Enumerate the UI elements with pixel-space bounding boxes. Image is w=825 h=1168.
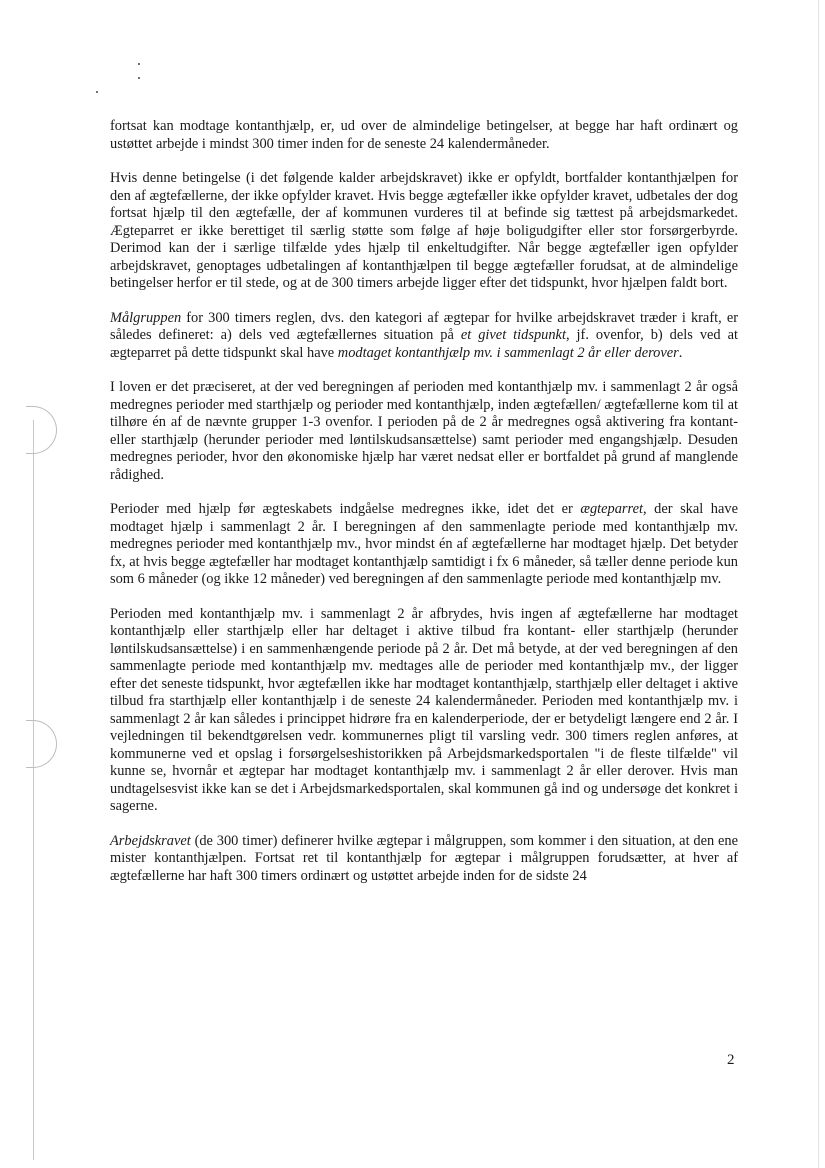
paragraph <box>110 833 738 886</box>
paragraph <box>110 501 738 589</box>
paragraph-text: . <box>678 344 683 361</box>
punch-hole-top <box>26 406 57 454</box>
paragraph <box>110 170 738 293</box>
scan-edge-left <box>33 420 34 1160</box>
emphasis-text: ægteparret <box>580 501 643 517</box>
scan-speck <box>96 91 98 93</box>
page-number: 2 <box>727 1052 735 1068</box>
punch-hole-bottom <box>26 720 57 768</box>
emphasis-text: et givet tidspunkt <box>460 327 566 343</box>
scan-edge-right <box>818 0 819 1168</box>
paragraph-text: for 300 timers reglen, dvs. den kategori af ægtepar for hvilke arbejdskravet træder i kraft, er således defineret: a) dels ved ægtefællernes situation på <box>110 309 738 343</box>
paragraph <box>110 606 738 816</box>
paragraph-text: , der skal have modtaget hjælp i sammenlagt 2 år. I beregningen af den sammenlagte periode med kontanthjælp mv. medregnes perioder med kontanthjælp mv., hvor mindst én af ægtefællerne har modtaget hjælp. Det betyder fx, at hvis begge ægtefæller har modtaget kontanthjælp samtidigt i fx 6 måneder, så tæller denne periode kun som 6 måneder (og ikke 12 måneder) ved beregningen af den sammenlagte periode med kontanthjælp mv. <box>110 501 738 587</box>
paragraph-text: Perioder med hjælp før ægteskabets indgåelse medregnes ikke, idet det er <box>110 501 581 517</box>
emphasis-text: modtaget kontanthjælp mv. i sammenlagt 2 år eller derover <box>337 344 679 361</box>
paragraph <box>110 310 738 363</box>
paragraph-text: Perioden med kontanthjælp mv. i sammenlagt 2 år afbrydes, hvis ingen af ægtefællerne har modtaget kontanthjælp eller starthjælp eller har deltaget i aktive tilbud fra kontant- eller starthjælp (herunder løntilskudsansættelse) i en sammenhængende periode på 2 år. Det må betyde, at der ved beregningen af den sammenlagte periode med kontanthjælp mv. medtages alle de perioder med kontanthjælp mv., der ligger efter det seneste tidspunkt, hvor ægtefællen ikke har modtaget kontanthjælp, starthjælp eller deltaget i aktive tilbud fra starthjælp eller kontanthjælp i de seneste 24 kalendermåneder. Perioden med kontanthjælp mv. i sammenlagt 2 år kan således i princippet hidrøre fra en kalenderperiode, der er betydeligt længere end 2 år. I vejledningen til bekendtgørelsen vedr. kommunernes pligt til varsling vedr. 300 timers reglen anføres, at kommunerne ved et opslag i forsørgelseshistorikken på Arbejdsmarkedsportalen "i de fleste tilfælde" vil kunne se, hvornår et ægtepar har modtaget kontanthjælp mv. i sammenlagt 2 år eller derover. Hvis man undtagelsesvist ikke kan se det i Arbejdsmarkedsportalen, skal kommunen gå ind og undersøge det konkret i sagerne. <box>110 605 738 814</box>
paragraph <box>110 379 738 484</box>
paragraph-text: I loven er det præciseret, at der ved beregningen af perioden med kontanthjælp mv. i sammenlagt 2 år også medregnes perioder med starthjælp og perioder med kontanthjælp, inden ægtefællen/ ægtefællerne kom til at tilhøre én af de nævnte grupper 1-3 ovenfor. I perioden på de 2 år medregnes også aktivering fra kontant- eller starthjælp (herunder perioder med løntilskudsansættelse) samt perioder med engangshjælp. Desuden medregnes perioder, hvor den økonomiske hjælp har været nedsat eller er bortfaldet på grund af manglende rådighed. <box>110 379 738 483</box>
paragraph-text: , jf. ovenfor, b) dels ved at ægteparret på dette tidspunkt skal have <box>110 327 738 361</box>
scan-speck <box>138 63 140 65</box>
paragraph-text: Hvis denne betingelse (i det følgende kalder arbejdskravet) ikke er opfyldt, bortfalder kontanthjælpen for den af ægtefællerne, der ikke opfylder kravet. Hvis begge ægtefæller ikke opfylder kravet, udbetales der dog fortsat hjælp til den ægtefælle, der af kommunen vurderes til at befinde sig tættest på arbejdsmarkedet. Ægteparret er ikke berettiget til særlig støtte som følge af høje boligudgifter eller stor forsørgerbyrde. Derimod kan der i særlige tilfælde ydes hjælp til enkeltudgifter. Når begge ægtefæller igen opfylder arbejdskravet, genoptages udbetalingen af kontanthjælpen til begge ægtefæller forudsat, at de almindelige betingelser herfor er til stede, og at de 300 timers arbejde ligger efter det tidspunkt, hvor hjælpen faldt bort. <box>110 170 738 291</box>
emphasis-text: Arbejdskravet <box>110 832 191 849</box>
scan-speck <box>138 77 140 79</box>
paragraph-text: fortsat kan modtage kontanthjælp, er, ud over de almindelige betingelser, at begge har haft ordinært og ustøttet arbejde i mindst 300 timer inden for de seneste 24 kalendermåneder. <box>110 118 738 152</box>
paragraph-text: (de 300 timer) definerer hvilke ægtepar i målgruppen, som kommer i den situation, at den ene mister kontanthjælpen. Fortsat ret til kontanthjælp for ægtepar i målgruppen forudsætter, at hver af ægtefællerne har haft 300 timers ordinært og ustøttet arbejde inden for de sidste 24 <box>110 832 738 884</box>
paragraph <box>110 118 738 153</box>
document-body <box>110 118 738 885</box>
emphasis-text: Målgruppen <box>110 309 182 326</box>
